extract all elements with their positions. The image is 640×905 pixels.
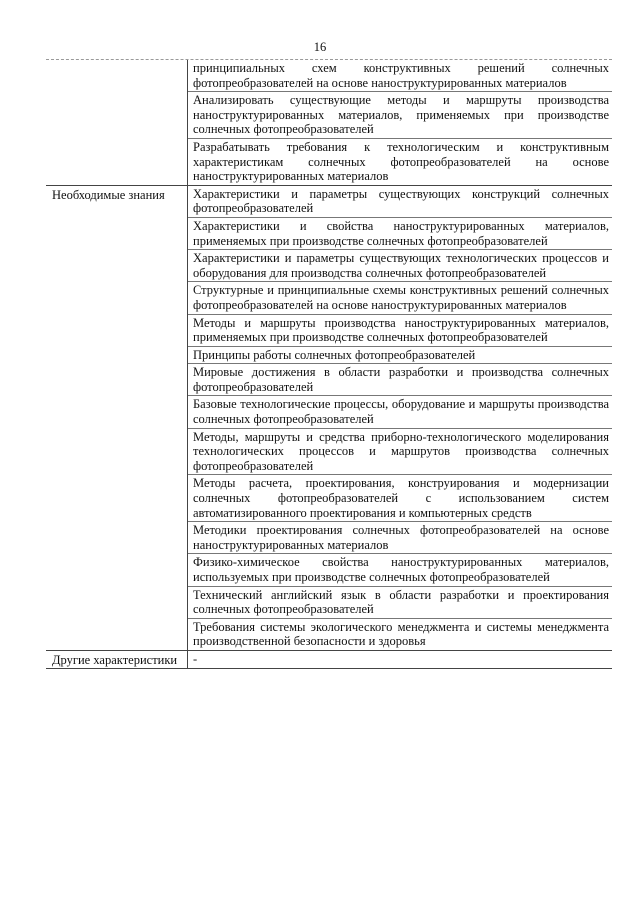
required-knowledge-label: Необходимые знания xyxy=(46,186,188,650)
table-row-required-knowledge xyxy=(46,186,612,651)
table-cell: Принципы работы солнечных фотопреобразователей xyxy=(188,347,612,365)
table-cell: Физико-химическое свойства наноструктурированных материалов, используемых при производстве солнечных фотопреобразователей xyxy=(188,554,612,586)
table-cell: Методы, маршруты и средства приборно-технологического моделирования технологических процессов и маршрутов производства солнечных фотопреобразователей xyxy=(188,429,612,476)
table-cell: Методы расчета, проектирования, конструирования и модернизации солнечных фотопреобразователей с использованием систем автоматизированного проектирования и компьютерных средств xyxy=(188,475,612,522)
table-cell: Разрабатывать требования к технологическим и конструктивным характеристикам солнечных фотопреобразователей на основе наноструктурированных материалов xyxy=(193,139,609,184)
required-knowledge-list xyxy=(188,186,612,650)
table-cell: Методики проектирования солнечных фотопреобразователей на основе наноструктурированных материалов xyxy=(188,522,612,554)
table-cell: Анализировать существующие методы и маршруты производства наноструктурированных материалов, применяемых при производстве солнечных фотопреобразователей xyxy=(188,92,612,139)
table-row-skills-continuation xyxy=(46,60,612,186)
other-characteristics-label: Другие характеристики xyxy=(46,651,188,669)
other-characteristics-value-wrap xyxy=(188,651,612,669)
table-cell: Базовые технологические процессы, оборудование и маршруты производства солнечных фотопреобразователей xyxy=(188,396,612,428)
table-cell: принципиальных схем конструктивных решений солнечных фотопреобразователей на основе наноструктурированных материалов xyxy=(188,60,612,92)
table-cell: Мировые достижения в области разработки и производства солнечных фотопреобразователей xyxy=(188,364,612,396)
table-cell: Требования системы экологического менеджмента и системы менеджмента производственной безопасности и здоровья xyxy=(193,619,609,649)
skills-continuation-list xyxy=(188,60,612,185)
other-characteristics-value: - xyxy=(188,651,612,669)
row-label-empty xyxy=(46,60,188,185)
job-requirements-table xyxy=(46,60,612,669)
table-cell: Характеристики и параметры существующих конструкций солнечных фотопреобразователей xyxy=(188,186,612,218)
table-row-other-characteristics xyxy=(46,651,612,669)
page-number: 16 xyxy=(313,40,327,54)
table-cell: Структурные и принципиальные схемы конструктивных решений солнечных фотопреобразователей на основе наноструктурированных материалов xyxy=(188,282,612,314)
table-cell: Технический английский язык в области разработки и проектирования солнечных фотопреобразователей xyxy=(188,587,612,619)
table-cell: Методы и маршруты производства наноструктурированных материалов, применяемых при производстве солнечных фотопреобразователей xyxy=(188,315,612,347)
table-cell: Характеристики и свойства наноструктурированных материалов, применяемых при производстве солнечных фотопреобразователей xyxy=(188,218,612,250)
table-cell: Характеристики и параметры существующих технологических процессов и оборудования для производства солнечных фотопреобразователей xyxy=(188,250,612,282)
